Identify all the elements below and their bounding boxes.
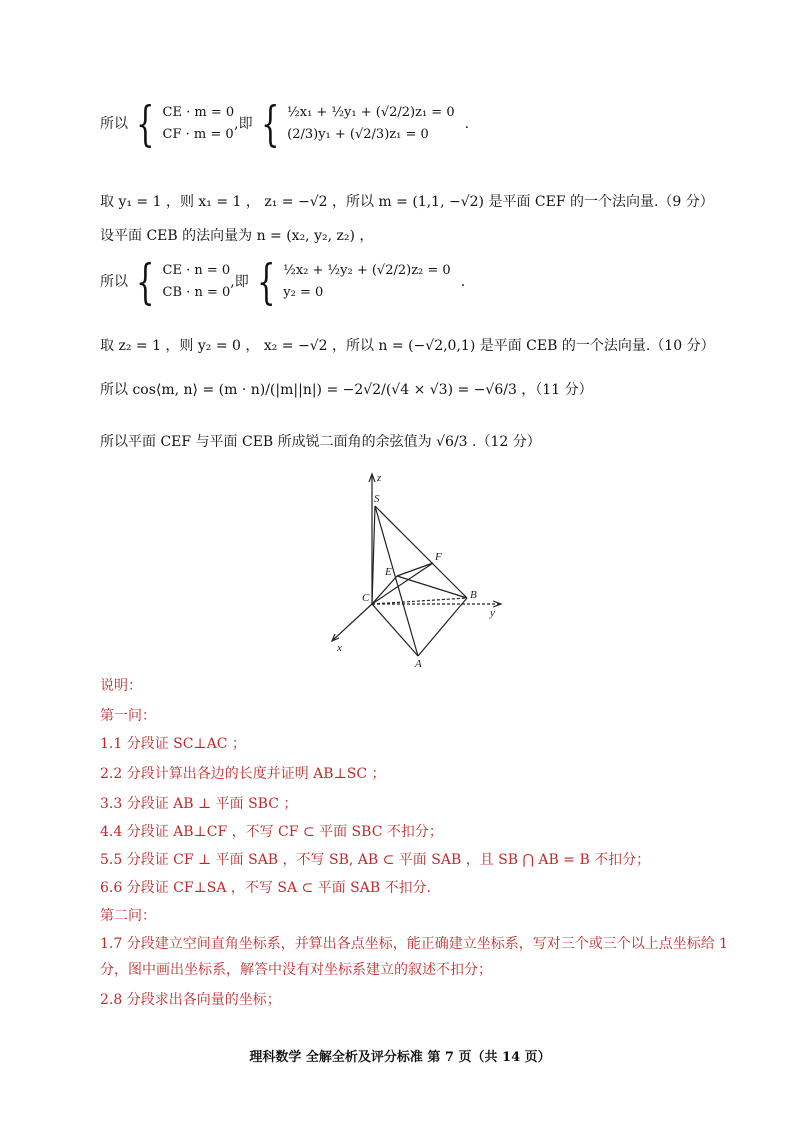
note-item: 6.6 分段证 CF⊥SA ，不写 SA ⊂ 平面 SAB 不扣分. <box>100 880 432 896</box>
label-B: B <box>470 589 477 601</box>
eq-left-1: CE · m = 0 <box>162 105 235 120</box>
text-mid: ,即 <box>234 116 253 132</box>
system-left <box>163 102 235 146</box>
label-z: z <box>377 472 382 484</box>
note-item: 2.2 分段计算出各边的长度并证明 AB⊥SC ； <box>100 766 386 782</box>
text-end: . <box>464 116 470 132</box>
eq-right-1: ½x₁ + ½y₁ + (√2/2)z₁ = 0 <box>287 105 455 120</box>
line-1: 取 y₁ = 1 ，则 x₁ = 1 ， z₁ = −√2 ，所以 m = (1,1, −√2) 是平面 CEF 的一个法向量.（9 分） <box>100 194 714 210</box>
equation-system-2 <box>100 254 466 310</box>
brace: { <box>136 254 155 310</box>
note-item: 2.8 分段求出各向量的坐标； <box>100 992 281 1008</box>
edge-EF <box>397 563 433 576</box>
text-mid: ,即 <box>230 274 249 290</box>
q2-heading: 第二问： <box>100 908 156 924</box>
note-item: 3.3 分段证 AB ⊥ 平面 SBC ； <box>100 796 298 812</box>
label-y: y <box>490 607 495 619</box>
line-2: 设平面 CEB 的法向量为 n = (x₂, y₂, z₂) ， <box>100 228 374 244</box>
q1-heading: 第一问： <box>100 708 156 724</box>
eq-left-1: CE · n = 0 <box>162 263 231 278</box>
note-item: 4.4 分段证 AB⊥CF ，不写 CF ⊂ 平面 SBC 不扣分； <box>100 824 443 840</box>
text-end: . <box>460 274 466 290</box>
system-right <box>283 260 450 304</box>
eq-left-2: CB · n = 0 <box>162 285 231 300</box>
label-A: A <box>415 658 422 668</box>
system-left <box>163 260 231 304</box>
edge-AB <box>418 598 467 656</box>
brace: { <box>136 96 155 152</box>
eq-left-2: CF · m = 0 <box>162 127 234 142</box>
label-F: F <box>435 551 442 563</box>
brace: { <box>260 96 280 152</box>
system-right <box>287 102 454 146</box>
label-x: x <box>337 642 342 654</box>
label-C: C <box>362 592 370 604</box>
note-item: 5.5 分段证 CF ⊥ 平面 SAB ，不写 SB, AB ⊂ 平面 SAB ，且 SB ⋂ AB = B 不扣分； <box>100 852 651 868</box>
notes-title: 说明： <box>100 678 142 694</box>
eq-right-1: ½x₂ + ½y₂ + (√2/2)z₂ = 0 <box>283 263 451 278</box>
label-E: E <box>385 566 392 578</box>
text-prefix: 所以 <box>100 116 128 132</box>
note-item: 1.7 分段建立空间直角坐标系，并算出各点坐标，能正确建立坐标系，写对三个或三个以上点坐标给 1 <box>100 936 729 952</box>
geometry-figure <box>315 468 515 668</box>
note-item: 分，图中画出坐标系，解答中没有对坐标系建立的叙述不扣分； <box>100 962 492 978</box>
equation-system-1 <box>100 96 470 152</box>
label-S: S <box>374 493 380 505</box>
eq-right-2: (2/3)y₁ + (√2/3)z₁ = 0 <box>287 127 429 142</box>
line-4: 所以 cos⟨m, n⟩ = (m · n)/(|m||n|) = −2√2/(√4 × √3) = −√6/3 ，（11 分） <box>100 382 593 398</box>
page-footer: 理科数学 全解全析及评分标准 第 7 页（共 14 页） <box>249 1050 551 1065</box>
note-item: 1.1 分段证 SC⊥AC ； <box>100 736 246 752</box>
x-axis <box>333 604 372 640</box>
edge-CB <box>372 598 467 604</box>
eq-right-2: y₂ = 0 <box>283 285 324 300</box>
text-prefix: 所以 <box>100 274 128 290</box>
brace: { <box>256 254 276 310</box>
line-5: 所以平面 CEF 与平面 CEB 所成锐二面角的余弦值为 √6/3 .（12 分） <box>100 434 541 450</box>
line-3: 取 z₂ = 1 ，则 y₂ = 0 ， x₂ = −√2 ，所以 n = (−√2,0,1) 是平面 CEB 的一个法向量.（10 分） <box>100 338 715 354</box>
edge-CF <box>372 563 433 604</box>
